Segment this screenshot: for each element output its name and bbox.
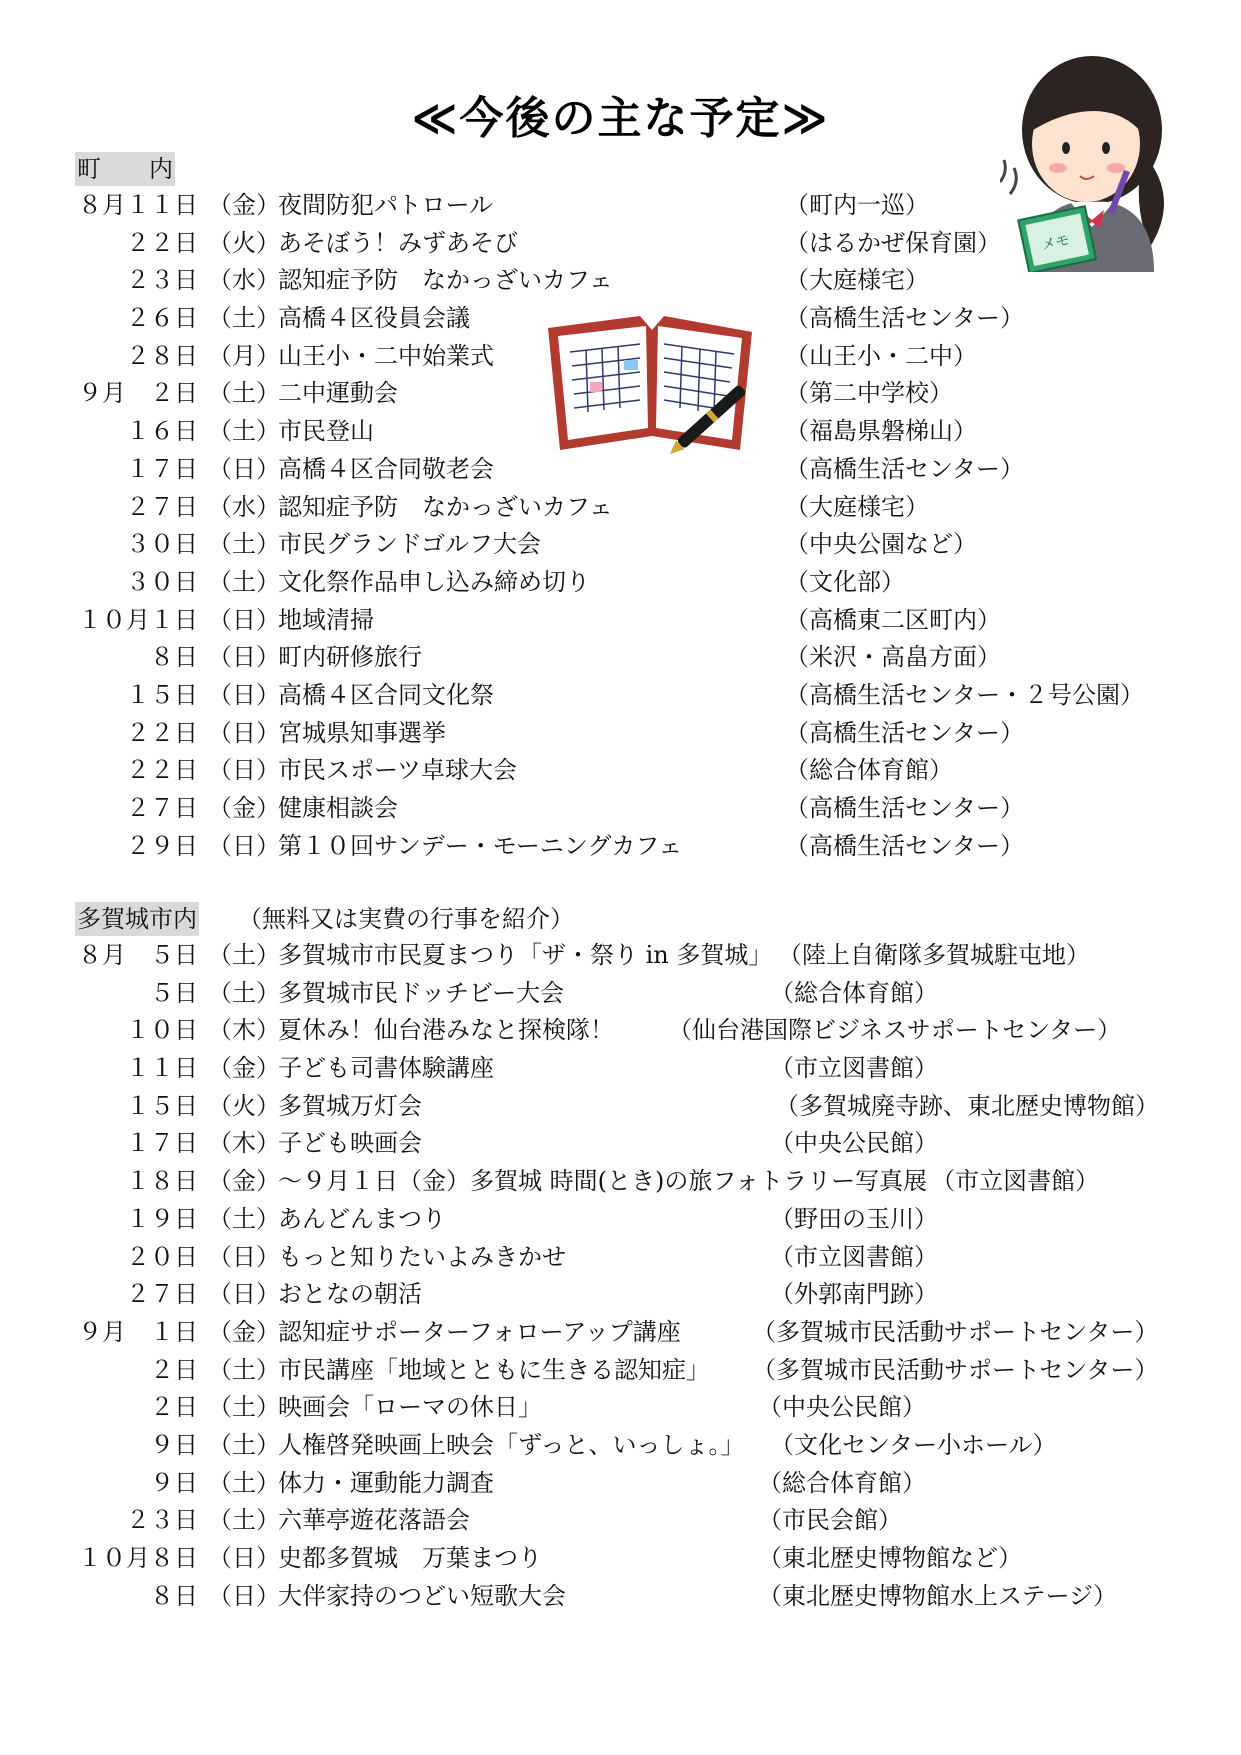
schedule-event: 第１０回サンデー・モーニングカフェ: [278, 831, 683, 860]
schedule-weekday: （水）: [208, 492, 280, 521]
schedule-date: ９日: [150, 1430, 198, 1459]
schedule-date: ２３日: [126, 1506, 198, 1535]
schedule-weekday: （金）: [208, 1054, 280, 1083]
schedule-date: １６日: [126, 417, 198, 446]
schedule-row: [0, 639, 1241, 677]
schedule-weekday: （金）: [208, 1167, 280, 1196]
schedule-row: [0, 1088, 1241, 1126]
schedule-weekday: （日）: [208, 1280, 280, 1309]
schedule-date: ８日: [150, 1581, 198, 1610]
schedule-row: [0, 1352, 1241, 1390]
schedule-weekday: （木）: [208, 1129, 280, 1158]
schedule-place: （市立図書館）: [770, 1242, 938, 1271]
schedule-date: ２２日: [126, 718, 198, 747]
schedule-place: （高橋生活センター）: [785, 831, 1025, 860]
schedule-weekday: （金）: [208, 794, 280, 822]
schedule-event: 文化祭作品申し込み締め切り: [278, 567, 590, 596]
schedule-event: 市民講座「地域とともに生きる認知症」: [278, 1355, 710, 1384]
schedule-weekday: （土）: [208, 417, 280, 446]
page-title: ≪今後の主な予定≫: [411, 93, 830, 144]
schedule-event: あそぼう！みずあそび: [278, 228, 518, 257]
schedule-event: 六華亭遊花落語会: [278, 1506, 470, 1535]
schedule-row: [0, 338, 1241, 376]
schedule-date: ８日: [150, 643, 198, 672]
schedule-date: ９月 １日: [78, 1317, 198, 1346]
schedule-place: （市民会館）: [758, 1506, 902, 1535]
schedule-place: （東北歴史博物館水上ステージ）: [758, 1581, 1118, 1610]
schedule-row: [0, 1125, 1241, 1163]
schedule-event: 高橋４区合同文化祭: [278, 680, 494, 709]
town-schedule-list: [0, 187, 1241, 865]
schedule-row: [0, 828, 1241, 866]
schedule-place: （高橋東二区町内）: [785, 605, 1001, 634]
schedule-weekday: （日）: [208, 831, 280, 860]
schedule-weekday: （土）: [208, 1430, 280, 1459]
schedule-weekday: （金）: [208, 191, 280, 219]
schedule-date: １０日: [126, 1016, 198, 1045]
section-note-city: （無料又は実費の行事を紹介）: [238, 905, 574, 933]
schedule-row: [0, 300, 1241, 338]
schedule-date: ３０日: [126, 530, 198, 559]
schedule-place: （外郭南門跡）: [770, 1280, 938, 1309]
schedule-place: （多賀城市民活動サポートセンター）: [752, 1355, 1159, 1384]
schedule-row: [0, 1465, 1241, 1503]
schedule-event: 人権啓発映画上映会「ずっと、いっしょ。」: [278, 1430, 745, 1459]
schedule-date: １０月１日: [78, 605, 198, 634]
schedule-date: １９日: [126, 1204, 198, 1233]
schedule-row: [0, 225, 1241, 263]
schedule-event: 市民グランドゴルフ大会: [278, 530, 542, 559]
schedule-weekday: （日）: [208, 1544, 280, 1572]
schedule-date: １５日: [126, 680, 198, 709]
right-cheek: [1107, 163, 1125, 173]
schedule-event: 市民登山: [278, 417, 374, 446]
schedule-weekday: （木）: [208, 1016, 280, 1045]
schedule-place: （中央公民館）: [758, 1393, 926, 1422]
schedule-place: （仙台港国際ビジネスサポートセンター）: [668, 1016, 1122, 1045]
schedule-place: （文化センター小ホール）: [770, 1430, 1057, 1459]
schedule-place: （はるかぜ保育園）: [785, 228, 1001, 257]
schedule-row: [0, 1050, 1241, 1088]
schedule-event: 宮城県知事選挙: [278, 718, 446, 747]
schedule-row: [0, 1163, 1241, 1201]
schedule-date: ３０日: [126, 567, 198, 596]
schedule-weekday: （日）: [208, 1242, 280, 1271]
schedule-date: ８月１１日: [78, 191, 198, 219]
schedule-event: 二中運動会: [278, 379, 398, 408]
schedule-event: 市民スポーツ卓球大会: [278, 756, 518, 785]
section-label-town: 町 内: [75, 152, 175, 186]
schedule-place: （福島県磐梯山）: [785, 417, 977, 446]
schedule-date: ２７日: [126, 492, 198, 521]
schedule-event: 多賀城市民ドッチビー大会: [278, 978, 565, 1007]
city-schedule-list: [0, 937, 1241, 1615]
schedule-weekday: （土）: [208, 567, 280, 596]
schedule-row: [0, 489, 1241, 527]
schedule-weekday: （日）: [208, 643, 280, 672]
schedule-row: [0, 413, 1241, 451]
schedule-date: ２９日: [126, 831, 198, 860]
schedule-row: [0, 715, 1241, 753]
schedule-row: [0, 1012, 1241, 1050]
schedule-place: （高橋生活センター）: [785, 454, 1025, 483]
schedule-place: （高橋生活センター）: [785, 794, 1025, 822]
left-eye: [1062, 142, 1070, 154]
schedule-date: ２０日: [126, 1242, 198, 1271]
schedule-weekday: （日）: [208, 454, 280, 483]
schedule-place: （文化部）: [785, 567, 905, 596]
schedule-row: [0, 1540, 1241, 1578]
schedule-place: （第二中学校）: [785, 379, 953, 408]
schedule-event: 夏休み！仙台港みなと探検隊！: [278, 1016, 614, 1045]
schedule-weekday: （土）: [208, 1393, 280, 1422]
schedule-row: [0, 677, 1241, 715]
schedule-date: ９月 ２日: [78, 379, 198, 408]
schedule-date: １５日: [126, 1091, 198, 1120]
schedule-place: （大庭様宅）: [785, 492, 929, 521]
schedule-event: 認知症予防 なかっざいカフェ: [278, 492, 613, 521]
schedule-weekday: （土）: [208, 530, 280, 559]
schedule-weekday: （日）: [208, 756, 280, 785]
schedule-date: ５日: [150, 978, 198, 1007]
schedule-event: 多賀城万灯会: [278, 1091, 422, 1120]
schedule-row: [0, 375, 1241, 413]
schedule-weekday: （日）: [208, 1581, 280, 1610]
schedule-row: [0, 752, 1241, 790]
schedule-weekday: （日）: [208, 680, 280, 709]
schedule-place: （高橋生活センター）: [785, 718, 1025, 747]
schedule-event: 子ども映画会: [278, 1129, 422, 1158]
schedule-date: ２３日: [126, 266, 198, 295]
schedule-place: （高橋生活センター）: [785, 304, 1025, 333]
schedule-row: [0, 1276, 1241, 1314]
schedule-place: （市立図書館）: [931, 1167, 1100, 1196]
right-eye: [1102, 142, 1110, 154]
schedule-weekday: （土）: [208, 978, 280, 1007]
schedule-place: （野田の玉川）: [770, 1204, 938, 1233]
schedule-event: 高橋４区合同敬老会: [278, 454, 494, 483]
schedule-weekday: （土）: [208, 1204, 280, 1233]
schedule-place: （総合体育館）: [785, 756, 953, 785]
schedule-date: ２日: [150, 1393, 198, 1422]
schedule-date: １８日: [126, 1167, 198, 1196]
schedule-row: [0, 564, 1241, 602]
schedule-row: [0, 1314, 1241, 1352]
schedule-place: （総合体育館）: [770, 978, 938, 1007]
schedule-event: 大伴家持のつどい短歌大会: [278, 1581, 566, 1610]
schedule-weekday: （火）: [208, 1091, 280, 1120]
schedule-row: [0, 526, 1241, 564]
schedule-row: [0, 451, 1241, 489]
schedule-event: 映画会「ローマの休日」: [278, 1393, 542, 1422]
schedule-date: ９日: [150, 1468, 198, 1497]
schedule-place: （大庭様宅）: [785, 266, 929, 295]
schedule-row: [0, 975, 1241, 1013]
schedule-event: 子ども司書体験講座: [278, 1054, 494, 1083]
schedule-event: 夜間防犯パトロール: [278, 191, 494, 219]
schedule-date: １７日: [126, 454, 198, 483]
schedule-event: おとなの朝活: [278, 1280, 422, 1309]
schedule-date: ２２日: [126, 756, 198, 785]
schedule-date: １７日: [126, 1129, 198, 1158]
schedule-place: （高橋生活センター・２号公園）: [785, 680, 1145, 709]
schedule-event: 認知症予防 なかっざいカフェ: [278, 266, 613, 295]
schedule-date: ８月 ５日: [78, 941, 198, 969]
schedule-place: （市立図書館）: [770, 1054, 938, 1083]
schedule-weekday: （土）: [208, 304, 280, 333]
schedule-row: [0, 937, 1241, 975]
schedule-event: あんどんまつり: [278, 1204, 446, 1233]
schedule-event: 高橋４区役員会議: [278, 304, 470, 333]
memo-label: メモ: [1040, 232, 1072, 254]
left-cheek: [1049, 163, 1067, 173]
schedule-date: ２２日: [126, 228, 198, 257]
schedule-row: [0, 790, 1241, 828]
schedule-row: [0, 1427, 1241, 1465]
schedule-weekday: （金）: [208, 1317, 280, 1346]
schedule-row: [0, 1389, 1241, 1427]
schedule-place: （多賀城市民活動サポートセンター）: [752, 1317, 1159, 1346]
schedule-event: 健康相談会: [278, 794, 398, 822]
schedule-place: （総合体育館）: [758, 1468, 926, 1497]
schedule-weekday: （月）: [208, 341, 280, 370]
schedule-event: 山王小・二中始業式: [278, 341, 494, 370]
schedule-weekday: （土）: [208, 1355, 280, 1384]
schedule-place: （陸上自衛隊多賀城駐屯地）: [778, 941, 1090, 969]
schedule-place: （山王小・二中）: [785, 341, 977, 370]
schedule-event: もっと知りたいよみきかせ: [278, 1242, 566, 1271]
schedule-row: [0, 1239, 1241, 1277]
schedule-row: [0, 1578, 1241, 1616]
schedule-date: ２７日: [126, 794, 198, 822]
schedule-weekday: （日）: [208, 718, 280, 747]
schedule-event: 多賀城市市民夏まつり「ザ・祭り in 多賀城」: [278, 941, 773, 969]
schedule-weekday: （土）: [208, 1468, 280, 1497]
schedule-place: （中央公民館）: [770, 1129, 938, 1158]
schedule-date: ２８日: [126, 341, 198, 370]
schedule-event: 町内研修旅行: [278, 643, 422, 672]
schedule-row: [0, 262, 1241, 300]
schedule-date: ２７日: [126, 1280, 198, 1309]
schedule-row: [0, 187, 1241, 225]
schedule-event: 史都多賀城 万葉まつり: [278, 1544, 542, 1572]
schedule-place: （町内一巡）: [785, 191, 929, 219]
schedule-place: （多賀城廃寺跡、東北歴史博物館）: [775, 1091, 1159, 1120]
schedule-event: 認知症サポーターフォローアップ講座: [278, 1317, 681, 1346]
schedule-place: （米沢・高畠方面）: [785, 643, 1001, 672]
schedule-event: 体力・運動能力調査: [278, 1468, 494, 1497]
schedule-weekday: （水）: [208, 266, 280, 295]
schedule-weekday: （土）: [208, 941, 280, 969]
schedule-date: １１日: [126, 1054, 198, 1083]
schedule-weekday: （土）: [208, 379, 280, 408]
schedule-row: [0, 1201, 1241, 1239]
schedule-event: ～９月１日（金）多賀城 時間(とき)の旅フォトラリー写真展: [278, 1167, 928, 1196]
schedule-date: １０月８日: [78, 1544, 198, 1572]
schedule-date: ２６日: [126, 304, 198, 333]
schedule-place: （中央公園など）: [785, 530, 977, 559]
schedule-event: 地域清掃: [278, 605, 374, 634]
schedule-weekday: （火）: [208, 228, 280, 257]
schedule-row: [0, 602, 1241, 640]
schedule-row: [0, 1502, 1241, 1540]
schedule-place: （東北歴史博物館など）: [758, 1544, 1022, 1572]
schedule-weekday: （日）: [208, 605, 280, 634]
schedule-date: ２日: [150, 1355, 198, 1384]
schedule-weekday: （土）: [208, 1506, 280, 1535]
section-label-city: 多賀城市内: [75, 902, 199, 936]
